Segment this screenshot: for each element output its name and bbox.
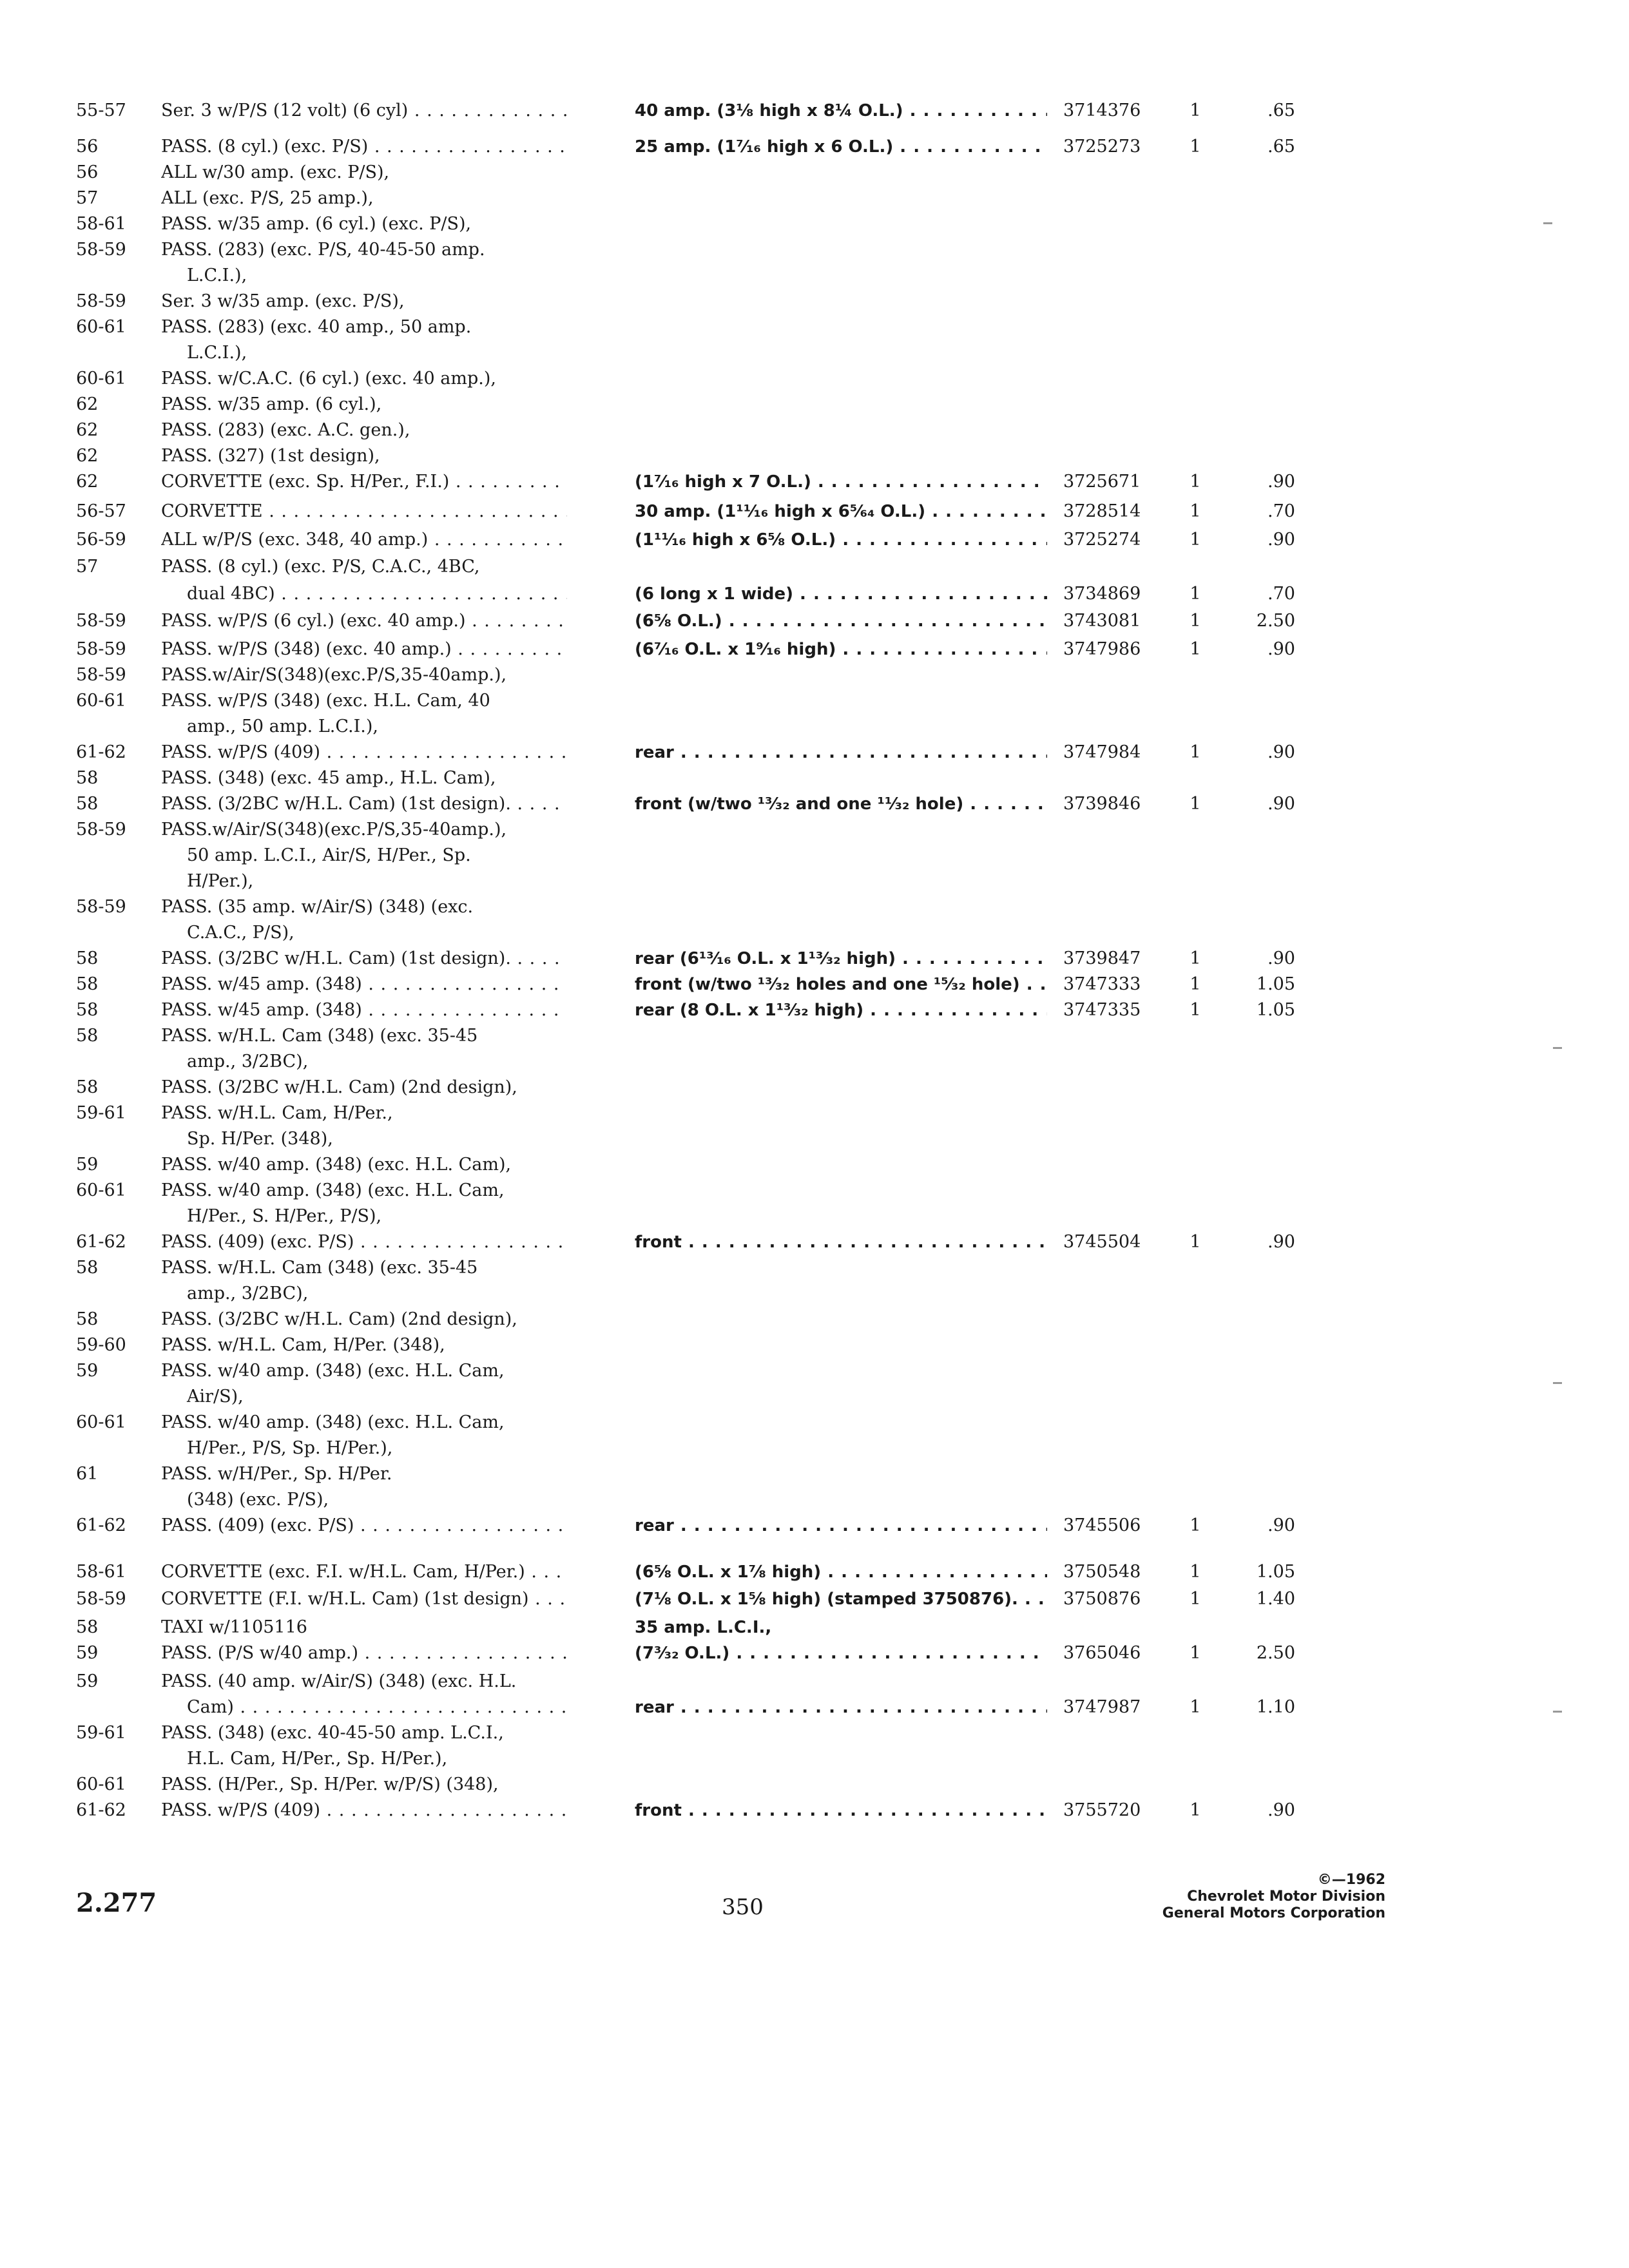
application: PASS. w/45 amp. (348) . . . [161, 972, 567, 997]
component-description: (7⅛ O.L. x 1⅝ high) (stamped 3750876). . . . [635, 1586, 1047, 1612]
model-year: 58 [76, 794, 99, 814]
model-year: 59 [76, 1671, 99, 1691]
section-number: 2.277 [76, 1888, 157, 1918]
application: ALL (exc. P/S, 25 amp.), [161, 188, 374, 208]
application: Ser. 3 w/35 amp. (exc. P/S), [161, 291, 405, 311]
model-year: 59-61 [76, 1723, 126, 1743]
model-year: 58 [76, 1258, 99, 1278]
table-row [0, 1720, 1629, 1746]
application: CORVETTE . . . [161, 499, 567, 524]
quantity: 1 [1190, 472, 1201, 492]
component-description: (1⁷⁄₁₆ high x 7 O.L.) . . . [635, 469, 1047, 495]
table-row [0, 843, 1629, 869]
list-price: .65 [1268, 101, 1295, 120]
part-number: 3739846 [1063, 794, 1141, 814]
application: PASS. w/H.L. Cam, H/Per., [161, 1103, 393, 1123]
model-year: 56 [76, 162, 99, 182]
application: PASS.w/Air/S(348)(exc.P/S,35-40amp.), [161, 820, 507, 840]
table-row [0, 160, 1629, 186]
quantity: 1 [1190, 530, 1201, 550]
application: PASS. w/35 amp. (6 cyl.), [161, 394, 382, 414]
application: PASS. (409) (exc. P/S) . . . [161, 1513, 567, 1539]
application: L.C.I.), [187, 265, 247, 285]
component-description: (6⁷⁄₁₆ O.L. x 1⁹⁄₁₆ high) . . . [635, 637, 1047, 662]
model-year: 59-60 [76, 1335, 126, 1355]
quantity: 1 [1190, 1800, 1201, 1820]
component-description: rear . . . [635, 1513, 1047, 1539]
table-row [0, 581, 1629, 607]
table-row [0, 1559, 1629, 1585]
part-number: 3743081 [1063, 611, 1141, 631]
model-year: 62 [76, 472, 99, 492]
list-price: 1.40 [1256, 1589, 1295, 1609]
application: Air/S), [187, 1387, 244, 1407]
table-row [0, 1798, 1629, 1823]
component-description: (1¹¹⁄₁₆ high x 6⅝ O.L.) . . . [635, 527, 1047, 553]
component-description: rear (6¹³⁄₁₆ O.L. x 1¹³⁄₃₂ high) . . . [635, 946, 1047, 972]
application: PASS. (3/2BC w/H.L. Cam) (2nd design), [161, 1309, 517, 1329]
list-price: 2.50 [1256, 611, 1295, 631]
quantity: 1 [1190, 639, 1201, 659]
model-year: 61-62 [76, 742, 126, 762]
application: amp., 3/2BC), [187, 1052, 309, 1072]
model-year: 55-57 [76, 101, 126, 120]
application: PASS. (8 cyl.) (exc. P/S, C.A.C., 4BC, [161, 557, 480, 577]
application: PASS. (327) (1st design), [161, 446, 380, 466]
quantity: 1 [1190, 974, 1201, 994]
part-number: 3745504 [1063, 1232, 1141, 1252]
part-number: 3747984 [1063, 742, 1141, 762]
quantity: 1 [1190, 611, 1201, 631]
model-year: 56 [76, 137, 99, 157]
table-row [0, 1152, 1629, 1178]
model-year: 61 [76, 1464, 99, 1484]
table-row [0, 1746, 1629, 1772]
application: PASS. w/P/S (409) . . . [161, 740, 567, 765]
component-description: front . . . [635, 1798, 1047, 1823]
table-row [0, 740, 1629, 765]
table-row [0, 1281, 1629, 1307]
quantity: 1 [1190, 584, 1201, 604]
model-year: 58-59 [76, 639, 126, 659]
part-number: 3755720 [1063, 1800, 1141, 1820]
component-description: 35 amp. L.C.I., [635, 1618, 772, 1637]
application: H.L. Cam, H/Per., Sp. H/Per.), [187, 1749, 448, 1769]
model-year: 62 [76, 446, 99, 466]
application: ALL w/30 amp. (exc. P/S), [161, 162, 390, 182]
model-year: 62 [76, 394, 99, 414]
table-row [0, 688, 1629, 714]
model-year: 58-59 [76, 240, 126, 260]
table-row [0, 972, 1629, 997]
table-row [0, 920, 1629, 946]
application: CORVETTE (exc. Sp. H/Per., F.I.) . . . [161, 469, 567, 495]
part-number: 3747335 [1063, 1000, 1141, 1020]
application: PASS.w/Air/S(348)(exc.P/S,35-40amp.), [161, 665, 507, 685]
application: PASS. w/C.A.C. (6 cyl.) (exc. 40 amp.), [161, 369, 496, 389]
table-row [0, 98, 1629, 124]
application: PASS. (348) (exc. 40-45-50 amp. L.C.I., [161, 1723, 504, 1743]
table-row [0, 608, 1629, 634]
quantity: 1 [1190, 948, 1201, 968]
corporation-name: General Motors Corporation [1162, 1905, 1385, 1921]
page-number: 350 [722, 1894, 764, 1920]
model-year: 60-61 [76, 1412, 126, 1432]
model-year: 58 [76, 1000, 99, 1020]
component-description: 30 amp. (1¹¹⁄₁₆ high x 6⁵⁄₆₄ O.L.) . . . [635, 499, 1047, 524]
quantity: 1 [1190, 137, 1201, 157]
table-row [0, 134, 1629, 160]
table-row [0, 791, 1629, 817]
application: PASS. (348) (exc. 45 amp., H.L. Cam), [161, 768, 496, 788]
part-number: 3750876 [1063, 1589, 1141, 1609]
model-year: 58-59 [76, 820, 126, 840]
list-price: 1.05 [1256, 974, 1295, 994]
table-row [0, 340, 1629, 366]
application: PASS. w/P/S (6 cyl.) (exc. 40 amp.) . . . [161, 608, 567, 634]
model-year: 58-59 [76, 611, 126, 631]
table-row [0, 894, 1629, 920]
quantity: 1 [1190, 1515, 1201, 1535]
table-row [0, 1358, 1629, 1384]
table-row [0, 1487, 1629, 1513]
application: CORVETTE (exc. F.I. w/H.L. Cam, H/Per.) . . . [161, 1559, 567, 1585]
table-row [0, 1100, 1629, 1126]
application: PASS. w/P/S (348) (exc. H.L. Cam, 40 [161, 691, 490, 711]
table-row [0, 314, 1629, 340]
part-number: 3765046 [1063, 1643, 1141, 1663]
model-year: 58 [76, 1077, 99, 1097]
table-row [0, 469, 1629, 495]
table-row [0, 186, 1629, 211]
quantity: 1 [1190, 1562, 1201, 1582]
copyright-block [1095, 1872, 1385, 1922]
list-price: 1.05 [1256, 1000, 1295, 1020]
table-row [0, 1023, 1629, 1049]
quantity: 1 [1190, 1232, 1201, 1252]
table-row [0, 1640, 1629, 1666]
application: PASS. w/P/S (348) (exc. 40 amp.) . . . [161, 637, 567, 662]
table-row [0, 1178, 1629, 1204]
application: PASS. w/H/Per., Sp. H/Per. [161, 1464, 392, 1484]
table-row [0, 1126, 1629, 1152]
scan-mark [1553, 1711, 1562, 1713]
model-year: 58 [76, 1026, 99, 1046]
model-year: 58-59 [76, 1589, 126, 1609]
application: PASS. (283) (exc. A.C. gen.), [161, 420, 410, 440]
list-price: .90 [1268, 742, 1295, 762]
model-year: 58-59 [76, 897, 126, 917]
application: PASS. w/H.L. Cam, H/Per. (348), [161, 1335, 445, 1355]
table-row [0, 1384, 1629, 1410]
list-price: .65 [1268, 137, 1295, 157]
model-year: 60-61 [76, 1180, 126, 1200]
list-price: .90 [1268, 1800, 1295, 1820]
application: C.A.C., P/S), [187, 923, 294, 943]
list-price: .90 [1268, 472, 1295, 492]
component-description: rear . . . [635, 740, 1047, 765]
list-price: .90 [1268, 794, 1295, 814]
model-year: 59-61 [76, 1103, 126, 1123]
quantity: 1 [1190, 1697, 1201, 1717]
application: 50 amp. L.C.I., Air/S, H/Per., Sp. [187, 845, 471, 865]
table-row [0, 1075, 1629, 1100]
table-row [0, 1513, 1629, 1539]
application: PASS. (3/2BC w/H.L. Cam) (1st design). . . . [161, 946, 567, 972]
table-row [0, 1669, 1629, 1695]
table-row [0, 946, 1629, 972]
table-row [0, 1615, 1629, 1640]
application: CORVETTE (F.I. w/H.L. Cam) (1st design) . . . [161, 1586, 567, 1612]
table-row [0, 997, 1629, 1023]
table-row [0, 443, 1629, 469]
model-year: 58-59 [76, 665, 126, 685]
model-year: 58 [76, 768, 99, 788]
table-row [0, 499, 1629, 524]
model-year: 57 [76, 188, 99, 208]
copyright-year: ©—1962 [1317, 1872, 1385, 1888]
quantity: 1 [1190, 1643, 1201, 1663]
model-year: 56-57 [76, 501, 126, 521]
table-row [0, 817, 1629, 843]
component-description: front (w/two ¹³⁄₃₂ holes and one ¹⁵⁄₃₂ hole) . . . [635, 972, 1047, 997]
application: amp., 50 amp. L.C.I.), [187, 716, 378, 736]
application: (348) (exc. P/S), [187, 1490, 329, 1510]
table-row [0, 263, 1629, 289]
model-year: 59 [76, 1643, 99, 1663]
application: PASS. w/45 amp. (348) . . . [161, 997, 567, 1023]
list-price: .90 [1268, 948, 1295, 968]
model-year: 58 [76, 974, 99, 994]
application: PASS. (283) (exc. 40 amp., 50 amp. [161, 317, 472, 337]
application: PASS. (8 cyl.) (exc. P/S) . . . [161, 134, 567, 160]
application: H/Per.), [187, 871, 254, 891]
table-row [0, 1695, 1629, 1720]
table-row [0, 392, 1629, 418]
application: PASS. w/H.L. Cam (348) (exc. 35-45 [161, 1026, 478, 1046]
list-price: .70 [1268, 501, 1295, 521]
part-number: 3745506 [1063, 1515, 1141, 1535]
component-description: 40 amp. (3⅛ high x 8¼ O.L.) . . . [635, 98, 1047, 124]
model-year: 58-61 [76, 214, 126, 234]
part-number: 3728514 [1063, 501, 1141, 521]
application: Ser. 3 w/P/S (12 volt) (6 cyl) . . . [161, 98, 567, 124]
table-row [0, 1255, 1629, 1281]
list-price: 1.10 [1256, 1697, 1295, 1717]
table-row [0, 662, 1629, 688]
list-price: 1.05 [1256, 1562, 1295, 1582]
table-row [0, 1410, 1629, 1436]
application: TAXI w/1105116 [161, 1617, 307, 1637]
model-year: 58 [76, 948, 99, 968]
list-price: .90 [1268, 1232, 1295, 1252]
application: PASS. (409) (exc. P/S) . . . [161, 1229, 567, 1255]
table-row [0, 714, 1629, 740]
table-row [0, 237, 1629, 263]
table-row [0, 1307, 1629, 1332]
scan-mark [1553, 1047, 1562, 1049]
list-price: .90 [1268, 530, 1295, 550]
part-number: 3739847 [1063, 948, 1141, 968]
quantity: 1 [1190, 1589, 1201, 1609]
application: PASS. (40 amp. w/Air/S) (348) (exc. H.L. [161, 1671, 517, 1691]
table-row [0, 527, 1629, 553]
quantity: 1 [1190, 742, 1201, 762]
part-number: 3725273 [1063, 137, 1141, 157]
model-year: 60-61 [76, 691, 126, 711]
application: PASS. (H/Per., Sp. H/Per. w/P/S) (348), [161, 1774, 499, 1794]
list-price: 2.50 [1256, 1643, 1295, 1663]
table-row [0, 289, 1629, 314]
component-description: (7³⁄₃₂ O.L.) . . . [635, 1640, 1047, 1666]
application: PASS. (3/2BC w/H.L. Cam) (1st design). . . . [161, 791, 567, 817]
part-number: 3747333 [1063, 974, 1141, 994]
application: PASS. w/40 amp. (348) (exc. H.L. Cam, [161, 1412, 505, 1432]
application: PASS. w/40 amp. (348) (exc. H.L. Cam), [161, 1155, 512, 1175]
application: dual 4BC) . . . [161, 581, 567, 607]
model-year: 57 [76, 557, 99, 577]
table-row [0, 1436, 1629, 1461]
table-row [0, 1049, 1629, 1075]
application: PASS. (P/S w/40 amp.) . . . [161, 1640, 567, 1666]
model-year: 59 [76, 1361, 99, 1381]
scan-mark [1553, 1382, 1562, 1384]
table-row [0, 1586, 1629, 1612]
part-number: 3747986 [1063, 639, 1141, 659]
table-row [0, 1332, 1629, 1358]
application: ALL w/P/S (exc. 348, 40 amp.) . . . [161, 527, 567, 553]
component-description: 25 amp. (1⁷⁄₁₆ high x 6 O.L.) . . . [635, 134, 1047, 160]
model-year: 60-61 [76, 369, 126, 389]
table-row [0, 418, 1629, 443]
application: PASS. w/40 amp. (348) (exc. H.L. Cam, [161, 1180, 505, 1200]
model-year: 60-61 [76, 1774, 126, 1794]
component-description: rear . . . [635, 1695, 1047, 1720]
model-year: 61-62 [76, 1800, 126, 1820]
model-year: 61-62 [76, 1232, 126, 1252]
application: H/Per., S. H/Per., P/S), [187, 1206, 382, 1226]
part-number: 3714376 [1063, 101, 1141, 120]
application: PASS. w/40 amp. (348) (exc. H.L. Cam, [161, 1361, 505, 1381]
component-description: (6⅝ O.L.) . . . [635, 608, 1047, 634]
model-year: 60-61 [76, 317, 126, 337]
application: PASS. w/P/S (409) . . . [161, 1798, 567, 1823]
table-row [0, 1461, 1629, 1487]
component-description: (6⅝ O.L. x 1⅞ high) . . . [635, 1559, 1047, 1585]
table-row [0, 765, 1629, 791]
application: PASS. (283) (exc. P/S, 40-45-50 amp. [161, 240, 485, 260]
quantity: 1 [1190, 501, 1201, 521]
application: PASS. w/35 amp. (6 cyl.) (exc. P/S), [161, 214, 472, 234]
list-price: .90 [1268, 639, 1295, 659]
model-year: 62 [76, 420, 99, 440]
table-row [0, 637, 1629, 662]
application: Cam) . . . [161, 1695, 567, 1720]
quantity: 1 [1190, 794, 1201, 814]
model-year: 56-59 [76, 530, 126, 550]
application: amp., 3/2BC), [187, 1283, 309, 1303]
model-year: 58-59 [76, 291, 126, 311]
model-year: 58-61 [76, 1562, 126, 1582]
table-row [0, 869, 1629, 894]
application: Sp. H/Per. (348), [187, 1129, 333, 1149]
model-year: 61-62 [76, 1515, 126, 1535]
application: PASS. w/H.L. Cam (348) (exc. 35-45 [161, 1258, 478, 1278]
list-price: .90 [1268, 1515, 1295, 1535]
component-description: rear (8 O.L. x 1¹³⁄₃₂ high) . . . [635, 997, 1047, 1023]
component-description: front . . . [635, 1229, 1047, 1255]
component-description: (6 long x 1 wide) . . . [635, 581, 1047, 607]
model-year: 59 [76, 1155, 99, 1175]
part-number: 3725671 [1063, 472, 1141, 492]
part-number: 3747987 [1063, 1697, 1141, 1717]
quantity: 1 [1190, 1000, 1201, 1020]
part-number: 3725274 [1063, 530, 1141, 550]
scan-mark [1543, 222, 1552, 224]
model-year: 58 [76, 1617, 99, 1637]
application: PASS. (35 amp. w/Air/S) (348) (exc. [161, 897, 474, 917]
application: PASS. (3/2BC w/H.L. Cam) (2nd design), [161, 1077, 517, 1097]
table-row [0, 366, 1629, 392]
table-row [0, 554, 1629, 580]
table-row [0, 211, 1629, 237]
division-name: Chevrolet Motor Division [1187, 1888, 1385, 1905]
application: L.C.I.), [187, 343, 247, 363]
component-description: front (w/two ¹³⁄₃₂ and one ¹¹⁄₃₂ hole) . . . [635, 791, 1047, 817]
table-row [0, 1772, 1629, 1798]
part-number: 3750548 [1063, 1562, 1141, 1582]
table-row [0, 1204, 1629, 1229]
part-number: 3734869 [1063, 584, 1141, 604]
model-year: 58 [76, 1309, 99, 1329]
table-row [0, 1229, 1629, 1255]
quantity: 1 [1190, 101, 1201, 120]
list-price: .70 [1268, 584, 1295, 604]
application: H/Per., P/S, Sp. H/Per.), [187, 1438, 393, 1458]
